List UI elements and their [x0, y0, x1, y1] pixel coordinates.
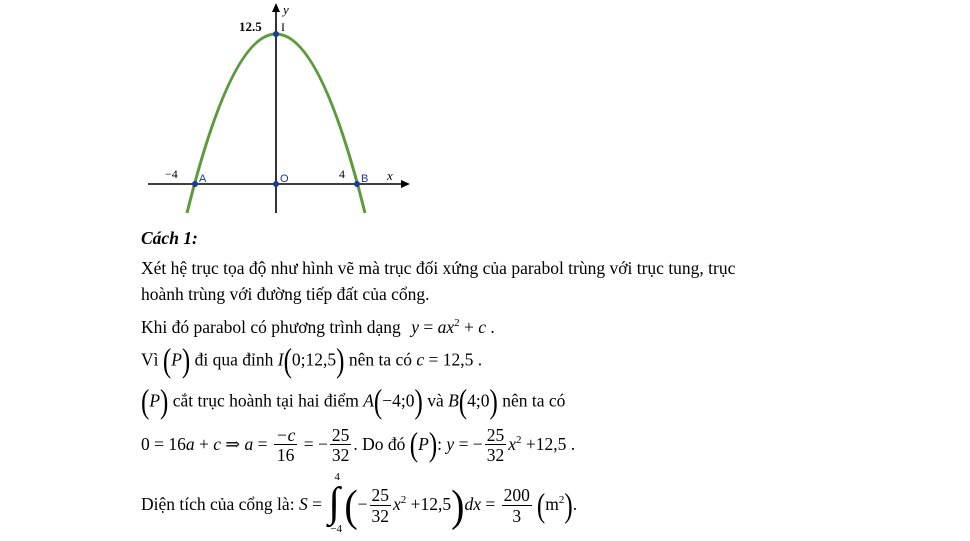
vertex-mid2: nên ta có [348, 349, 413, 370]
coefficient-line: 0 = 16a + c ⇒ a = $\frac{-c}{16}$ = − $\frac{25}{32}$ . Do đó (P): y = − $\frac{25}{32}$ $x^2 +12,5$ . [141, 425, 576, 466]
point-a [192, 181, 198, 187]
right-tick-label: 4 [339, 167, 345, 181]
var-a: a [437, 316, 447, 337]
y-axis-label: y [283, 2, 289, 17]
parabola-figure [140, 0, 430, 220]
point-i-coords: 0;12,5 [291, 349, 337, 370]
point-i [273, 31, 279, 37]
section-heading: Cách 1: [141, 228, 198, 248]
intersection-mid: cắt trục hoành tại hai điểm [172, 390, 359, 411]
x-axis-arrow [401, 180, 410, 188]
fraction-25-over-32-integrand: $\frac{25}{32}$ [371, 485, 390, 526]
plus-sign: + [459, 316, 479, 337]
intersection-end: nên ta có [502, 390, 566, 411]
paragraph-line-2: hoành trùng với đường tiếp đất của cổng. [141, 284, 430, 304]
fraction-25-over-32-eq: $\frac{25}{32}$ [486, 425, 505, 466]
equation-form-text: Khi đó parabol có phương trình dạng [141, 316, 401, 337]
eq-sign: = [418, 316, 438, 337]
area-line: Diện tích của cổng là: S = ∫ 4 −4 (− $\frac{25}{32}$ $x^2 +12,5)dx$ = $\frac{200}{3}$ $(m^2)$. [141, 471, 578, 535]
vertex-line: Vì (P) đi qua đỉnh I(0;12,5) nên ta có c = 12,5 . [141, 343, 483, 380]
point-a-coords: −4;0 [382, 390, 415, 411]
var-c: c [416, 349, 425, 370]
apex-value-label: 12.5 [239, 19, 262, 34]
coef-lhs: 0 = 16 [141, 433, 186, 454]
x-axis-label: x [387, 168, 393, 183]
point-a-name: A [363, 390, 374, 411]
point-a-label: A [199, 173, 207, 185]
fraction-200-over-3: $\frac{200}{3}$ [503, 485, 530, 526]
apex-point-label: I [281, 20, 285, 34]
paragraph-line-1: Xét hệ trục tọa độ như hình vẽ mà trục đối xứng của parabol trùng với trục tung, trục [141, 258, 736, 278]
var-y: y [411, 316, 419, 337]
point-b-label: B [361, 173, 369, 185]
point-i-name: I [277, 349, 284, 370]
vertex-pre: Vì [141, 349, 159, 370]
fraction-neg-c-over-16: $\frac{-c}{16}$ [275, 425, 296, 466]
point-b [354, 181, 360, 187]
origin-label: O [280, 173, 289, 185]
vertex-mid: đi qua đỉnh [194, 349, 274, 370]
var-x: x [446, 316, 455, 337]
area-unit: m [545, 494, 559, 515]
coef-mid: . Do đó [353, 433, 406, 454]
equation-form-line [141, 318, 495, 336]
integral-sign: ∫ 4 −4 [328, 471, 343, 535]
and-word: và [427, 390, 444, 411]
c-value: = 12,5 . [424, 349, 483, 370]
left-tick-label: −4 [165, 167, 178, 181]
point-o [273, 181, 279, 187]
fraction-25-over-32: $\frac{25}{32}$ [331, 425, 350, 466]
intersection-line: (P) cắt trục hoành tại hai điểm A(−4;0) và B(4;0) nên ta có [141, 384, 566, 421]
exp-2: 2 [454, 317, 460, 329]
area-pre: Diện tích của cổng là: [141, 494, 295, 515]
point-b-name: B [448, 390, 459, 411]
y-axis-arrow [272, 3, 280, 12]
var-c: c [478, 316, 487, 337]
curve-p: P [171, 349, 182, 370]
line-end: . [486, 316, 495, 337]
curve-p: P [149, 390, 161, 411]
point-b-coords: 4;0 [467, 390, 490, 411]
